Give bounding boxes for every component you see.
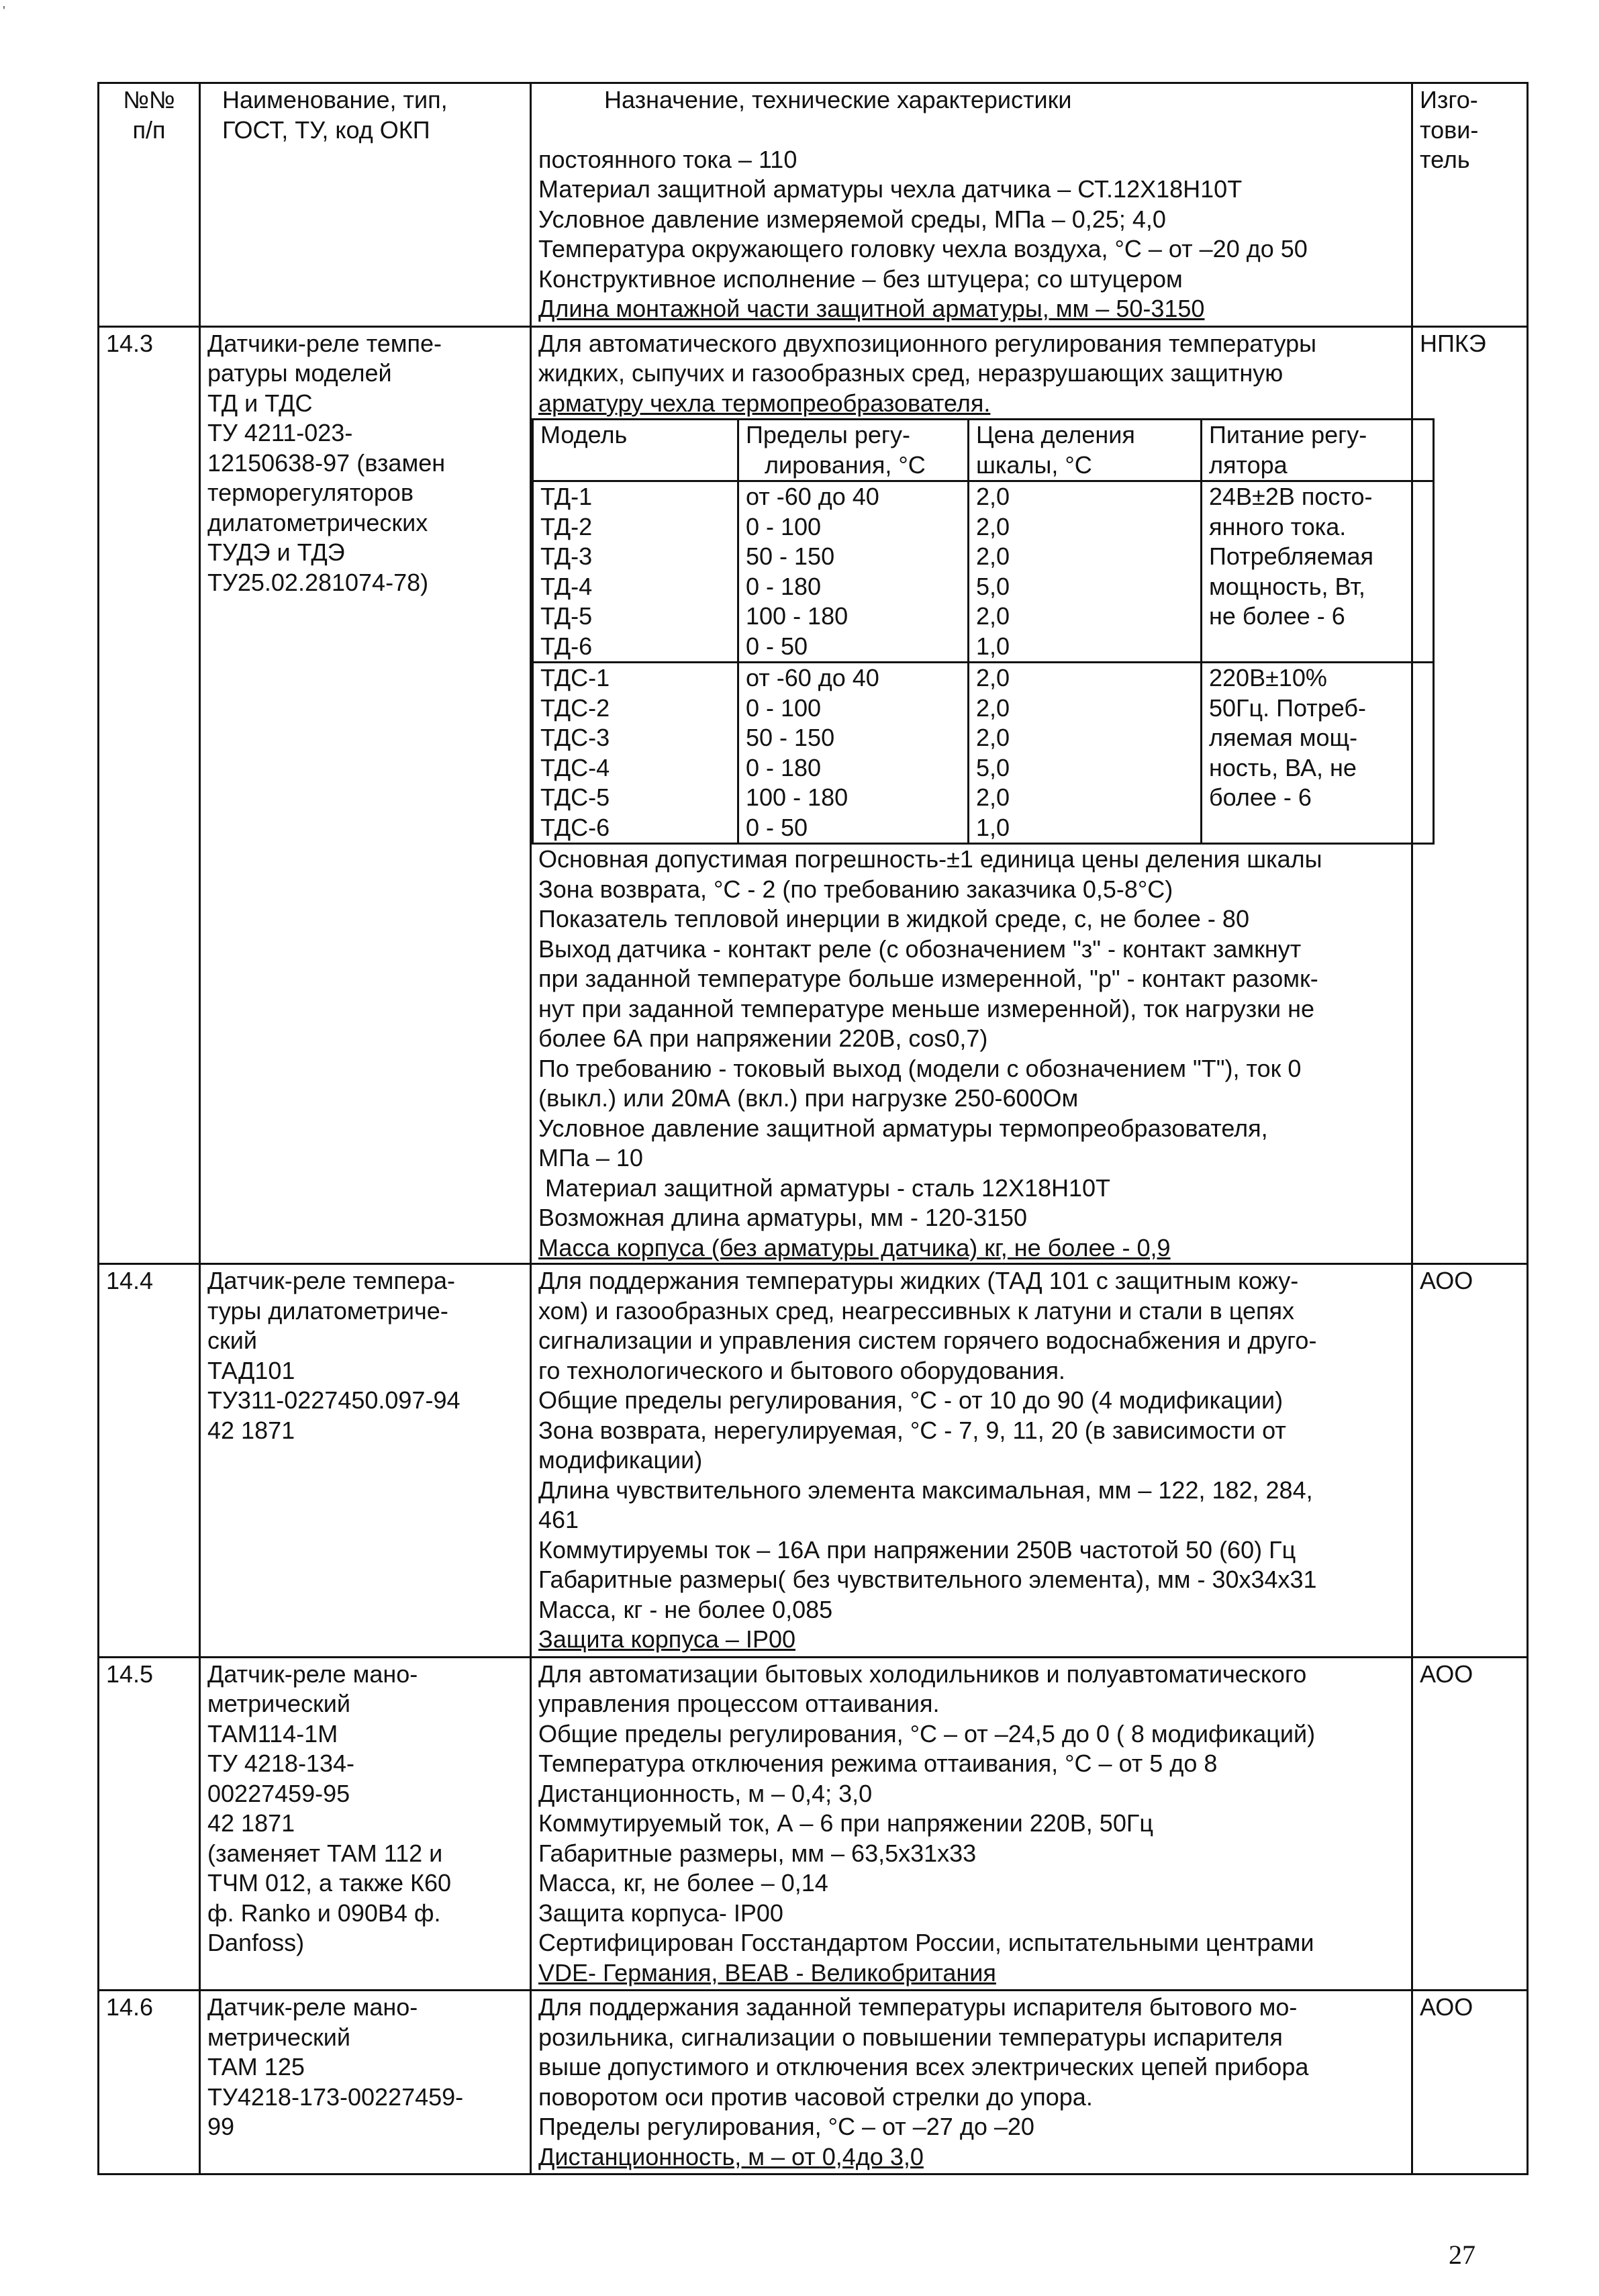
row-description: Для поддержания температуры жидких (ТАД 101 с защитным кожу- хом) и газообразных сред, неагрессивных к латуни и стали в цепях сигнализации и управления систем горячего водоснабжения и друго- го технологического и бытового оборудования. Общие пределы регулирования, °С - от 10 до 90 (4 модификации) Зона возврата, нерегулируемая, °С - 7, 9, 11, 20 (в зависимости от модификации) Длина чувствительного элемента максимальная, мм – 122, 182, 284, 461 Коммутируемы ток – 16А при напряжении 250В частотой 50 (60) Гц Габаритные размеры( без чувствительного элемента), мм - 30х34х31 Масса, кг - не более 0,085 Защита корпуса – IP00 — [531, 1264, 1412, 1658]
table-row — [99, 1991, 1528, 2174]
tds-ranges: от -60 до 40 0 - 100 50 - 150 0 - 180 100 - 180 0 - 50 — [738, 663, 969, 844]
header-number: №№ п/п — [99, 83, 200, 327]
table-row — [99, 1264, 1528, 1658]
tds-power: 220В±10% 50Гц. Потреб- ляемая мощ- ность, ВА, не более - 6 — [1202, 663, 1434, 844]
col-power: Питание регу- лятора — [1202, 420, 1434, 481]
row-number: 14.6 — [99, 1991, 200, 2174]
row-description: Для автоматизации бытовых холодильников и полуавтоматического управления процессом оттаивания. Общие пределы регулирования, °С – от –24,5 до 0 ( 8 модификаций) Температура отключения режима оттаивания, °С – от 5 до 8 Дистанционность, м – 0,4; 3,0 Коммутируемый ток, А – 6 при напряжении 220В, 50Гц Габаритные размеры, мм – 63,5х31х33 Масса, кг, не более – 0,14 Защита корпуса- IP00 Сертифицирован Госстандартом России, испытательными центрами VDE- Германия, BEAB - Великобритания — [531, 1657, 1412, 1991]
table-header-row — [99, 83, 1528, 327]
row-number: 14.3 — [99, 326, 200, 1264]
page-number: 27 — [1449, 2240, 1475, 2270]
models-subtable — [532, 418, 1435, 845]
td-models: ТД-1 ТД-2 ТД-3 ТД-4 ТД-5 ТД-6 — [533, 481, 738, 663]
row-maker: АОО — [1412, 1264, 1528, 1658]
spec-table — [97, 82, 1529, 2175]
row-name: Датчик-реле темпера- туры дилатометриче- ский ТАД101 ТУ311-0227450.097-94 42 1871 — [200, 1264, 531, 1658]
header-purpose: Назначение, технические характеристики постоянного тока – 110 Материал защитной арматуры чехла датчика – СТ.12Х18Н10Т Условное давление измеряемой среды, МПа – 0,25; 4,0 Температура окружающего головку чехла воздуха, °С – от –20 до 50 Конструктивное исполнение – без штуцера; со штуцером Длина монтажной части защитной арматуры, мм – 50-3150 — [531, 83, 1412, 327]
subtable-row-td — [533, 481, 1434, 663]
row-name: Датчик-реле мано- метрический ТАМ 125 ТУ4218-173-00227459- 99 — [200, 1991, 531, 2174]
tds-divisions: 2,0 2,0 2,0 5,0 2,0 1,0 — [969, 663, 1202, 844]
row-description: Для поддержания заданной температуры испарителя бытового мо- розильника, сигнализации о повышении температуры испарителя выше допустимого и отключения всех электрических цепей прибора поворотом оси против часовой стрелки до упора. Пределы регулирования, °С – от –27 до –20 Дистанционность, м – от 0,4до 3,0 — [531, 1991, 1412, 2174]
row-maker: АОО — [1412, 1657, 1528, 1991]
row-number: 14.5 — [99, 1657, 200, 1991]
td-divisions: 2,0 2,0 2,0 5,0 2,0 1,0 — [969, 481, 1202, 663]
corner-mark: ' — [3, 4, 5, 19]
col-division: Цена деления шкалы, °С — [969, 420, 1202, 481]
header-name: Наименование, тип, ГОСТ, ТУ, код ОКП — [200, 83, 531, 327]
row-maker: АОО — [1412, 1991, 1528, 2174]
row-name: Датчики-реле темпе- ратуры моделей ТД и ТДС ТУ 4211-023- 12150638-97 (взамен терморегуляторов дилатометрических ТУДЭ и ТДЭ ТУ25.02.281074-78) — [200, 326, 531, 1264]
row-maker: НПКЭ — [1412, 326, 1528, 1264]
row-number: 14.4 — [99, 1264, 200, 1658]
table-row — [99, 1657, 1528, 1991]
td-power: 24В±2В посто- янного тока. Потребляемая мощность, Вт, не более - 6 — [1202, 481, 1434, 663]
subtable-header — [533, 420, 1434, 481]
table-row — [99, 326, 1528, 1264]
td-ranges: от -60 до 40 0 - 100 50 - 150 0 - 180 100 - 180 0 - 50 — [738, 481, 969, 663]
header-maker: Изго- тови- тель — [1412, 83, 1528, 327]
row-name: Датчик-реле мано- метрический ТАМ114-1М ТУ 4218-134- 00227459-95 42 1871 (заменяет ТАМ 112 и ТЧМ 012, а также К60 ф. Ranko и 090В4 ф. Danfoss) — [200, 1657, 531, 1991]
col-model: Модель — [533, 420, 738, 481]
subtable-row-tds — [533, 663, 1434, 844]
tds-models: ТДС-1 ТДС-2 ТДС-3 ТДС-4 ТДС-5 ТДС-6 — [533, 663, 738, 844]
col-range: Пределы регу- лирования, °С — [738, 420, 969, 481]
row-description: Для автоматического двухпозиционного регулирования температуры жидких, сыпучих и газообразных сред, неразрушающих защитную арматуру чехла термопреобразователя. Модель Пределы регу- лирования, °С Цена деления шкалы, °С Питание регу- лятора ТД-1 ТД-2 ТД-3 ТД-4 ТД-5 ТД-6 от -60 до 40 0 - 100 50 - 150 0 - 180 100 - 180 0 - 50 2,0 2,0 2,0 5,0 2,0 1,0 24В±2В посто- янного тока. Потребляемая мощность, Вт, не более - 6 ТДС-1 ТДС-2 ТДС-3 ТДС-4 ТДС-5 ТДС-6 от -60 до 40 0 - 100 50 - 150 0 - 180 100 - 180 0 - 50 2,0 2,0 2,0 5,0 2,0 1,0 220В±10% 50Гц. Потреб- ляемая мощ- ность, ВА, не более - 6 Основная допустимая погрешность-±1 единица цены деления шкалы Зона возврата, °С - 2 (по требованию заказчика 0,5-8°С) Показатель тепловой инерции в жидкой среде, с, не более - 80 Выход датчика - контакт реле (с обозначением "з" - контакт замкнут при заданной температуре больше измеренной, "р" - контакт разомк- нут при заданной температуре меньше измеренной), ток нагрузки не более 6А при напряжении 220В, cos0,7) По требованию - токовый выход (модели с обозначением "Т"), ток 0 (выкл.) или 20мА (вкл.) при нагрузке 250-600Ом Условное давление защитной арматуры термопреобразователя, МПа – 10 Материал защитной арматуры - сталь 12Х18Н10Т Возможная длина арматуры, мм - 120-3150 Масса корпуса (без арматуры датчика) кг, не более - 0,9 — [531, 326, 1412, 1264]
